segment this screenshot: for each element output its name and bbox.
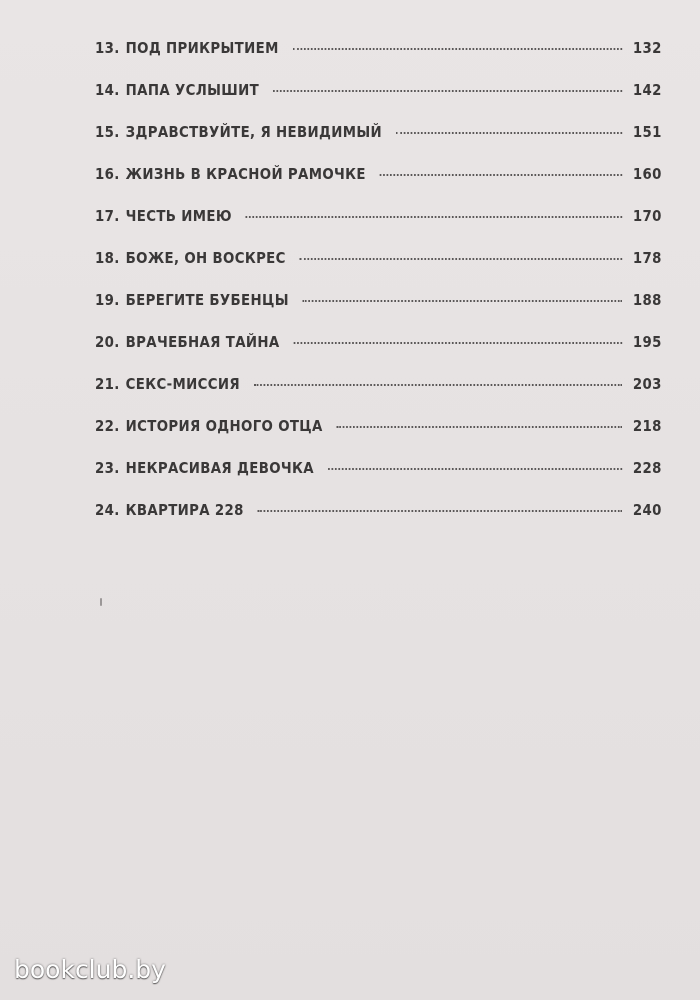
toc-entry-title: ПОД ПРИКРЫТИЕМ <box>125 39 279 57</box>
toc-entry <box>95 120 662 162</box>
toc-entry <box>95 498 662 540</box>
toc-entry-title: СЕКС-МИССИЯ <box>125 375 240 393</box>
toc-entry <box>95 414 662 456</box>
dot-leader <box>254 384 623 386</box>
toc-entry-page: 142 <box>632 81 662 99</box>
dot-leader <box>258 510 623 512</box>
toc-entry-title: ЗДРАВСТВУЙТЕ, Я НЕВИДИМЫЙ <box>125 123 382 141</box>
toc-entry-page: 132 <box>632 39 662 57</box>
toc-entry <box>95 36 662 78</box>
toc-entry-number: 24. <box>95 501 120 519</box>
dot-leader <box>246 216 623 218</box>
dot-leader <box>336 426 622 428</box>
toc-entry-page: 188 <box>632 291 662 309</box>
toc-entry <box>95 288 662 330</box>
toc-entry-title: ЧЕСТЬ ИМЕЮ <box>125 207 232 225</box>
print-mark <box>100 598 102 606</box>
toc-entry-number: 13. <box>95 39 120 57</box>
toc-entry-page: 178 <box>632 249 662 267</box>
toc-entry-title: БОЖЕ, ОН ВОСКРЕС <box>125 249 286 267</box>
toc-entry-page: 203 <box>632 375 662 393</box>
toc-entry <box>95 372 662 414</box>
toc-entry-page: 195 <box>632 333 662 351</box>
toc-entry-number: 17. <box>95 207 120 225</box>
toc-entry-page: 218 <box>632 417 662 435</box>
toc-entry-page: 170 <box>632 207 662 225</box>
watermark-text: bookclub.by <box>14 955 166 984</box>
dot-leader <box>396 132 623 134</box>
toc-entry-number: 18. <box>95 249 120 267</box>
dot-leader <box>380 174 623 176</box>
toc-entry <box>95 330 662 372</box>
dot-leader <box>273 90 623 92</box>
toc-entry-page: 240 <box>632 501 662 519</box>
toc-entry <box>95 456 662 498</box>
toc-entry-title: БЕРЕГИТЕ БУБЕНЦЫ <box>125 291 289 309</box>
toc-entry-number: 20. <box>95 333 120 351</box>
toc-entry-number: 23. <box>95 459 120 477</box>
toc-entry <box>95 204 662 246</box>
dot-leader <box>303 300 623 302</box>
toc-entry-title: ИСТОРИЯ ОДНОГО ОТЦА <box>125 417 323 435</box>
toc-entry-number: 14. <box>95 81 120 99</box>
toc-entry-number: 16. <box>95 165 120 183</box>
toc-entry-title: ЖИЗНЬ В КРАСНОЙ РАМОЧКЕ <box>125 165 366 183</box>
toc-entry-title: ВРАЧЕБНАЯ ТАЙНА <box>125 333 280 351</box>
toc-entry-page: 151 <box>632 123 662 141</box>
toc-entry-number: 21. <box>95 375 120 393</box>
toc-entry <box>95 78 662 120</box>
toc-entry-number: 22. <box>95 417 120 435</box>
toc-entry-title: ПАПА УСЛЫШИТ <box>125 81 260 99</box>
toc-entry-page: 160 <box>632 165 662 183</box>
dot-leader <box>300 258 623 260</box>
toc-entry-number: 19. <box>95 291 120 309</box>
dot-leader <box>293 342 622 344</box>
toc-entry-title: НЕКРАСИВАЯ ДЕВОЧКА <box>125 459 314 477</box>
toc-entry-title: КВАРТИРА 228 <box>125 501 244 519</box>
toc-entry <box>95 246 662 288</box>
dot-leader <box>328 468 623 470</box>
table-of-contents <box>95 36 662 540</box>
dot-leader <box>292 48 622 50</box>
toc-entry <box>95 162 662 204</box>
toc-entry-number: 15. <box>95 123 120 141</box>
toc-entry-page: 228 <box>632 459 662 477</box>
